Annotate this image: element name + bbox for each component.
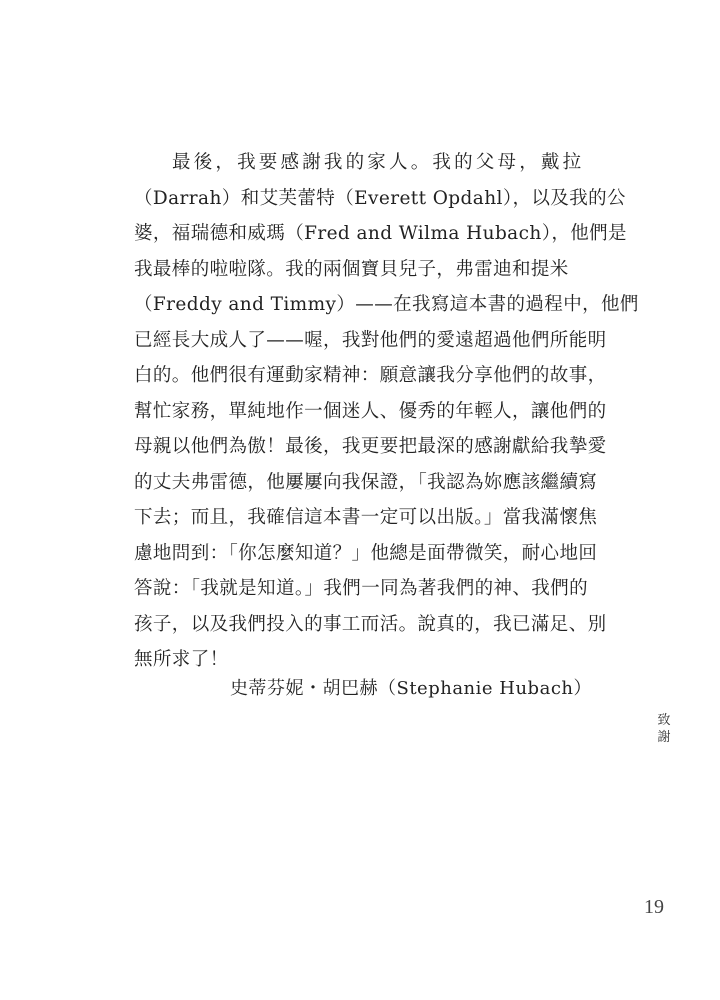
text-line: 最後，我要感謝我的家人。我的父母，戴拉 — [172, 152, 585, 173]
text-line: 的丈夫弗雷德，他屢屢向我保證，「我認為妳應該繼續寫 — [134, 471, 598, 493]
text-line: （Freddy and Timmy）——在我寫這本書的過程中，他們 — [134, 294, 639, 315]
author-signature: 史蒂芬妮・胡巴赫（Stephanie Hubach） — [229, 678, 592, 699]
text-line: 答說：「我就是知道。」我們一同為著我們的神、我們的 — [134, 578, 589, 599]
text-line: 已經長大成人了——喔，我對他們的愛遠超過他們所能明 — [134, 329, 607, 351]
text-line: 白的。他們很有運動家精神：願意讓我分享他們的故事， — [134, 365, 607, 386]
text-line: 幫忙家務，單純地作一個迷人、優秀的年輕人，讓他們的 — [134, 400, 607, 422]
page-number: 19 — [644, 896, 664, 918]
text-line: 婆，福瑞德和威瑪（Fred and Wilma Hubach），他們是 — [134, 223, 627, 244]
text-line: 下去；而且，我確信這本書一定可以出版。」當我滿懷焦 — [134, 507, 598, 528]
text-line: 慮地問到：「你怎麼知道？」他總是面帶微笑，耐心地回 — [134, 542, 598, 564]
text-line: 無所求了！ — [134, 649, 229, 670]
text-line: （Darrah）和艾芙蕾特（Everett Opdahl），以及我的公 — [134, 187, 626, 209]
section-label — [654, 712, 674, 746]
text-line: 我最棒的啦啦隊。我的兩個寶貝兒子，弗雷迪和提米 — [134, 258, 569, 280]
text-line: 母親以他們為傲！最後，我更要把最深的感謝獻給我摯愛 — [134, 436, 607, 457]
section-label-char: 謝 — [657, 730, 671, 745]
text-line: 孩子，以及我們投入的事工而活。說真的，我已滿足、別 — [134, 613, 607, 635]
acknowledgment-paragraph — [134, 145, 639, 678]
section-label-char: 致 — [657, 713, 671, 728]
